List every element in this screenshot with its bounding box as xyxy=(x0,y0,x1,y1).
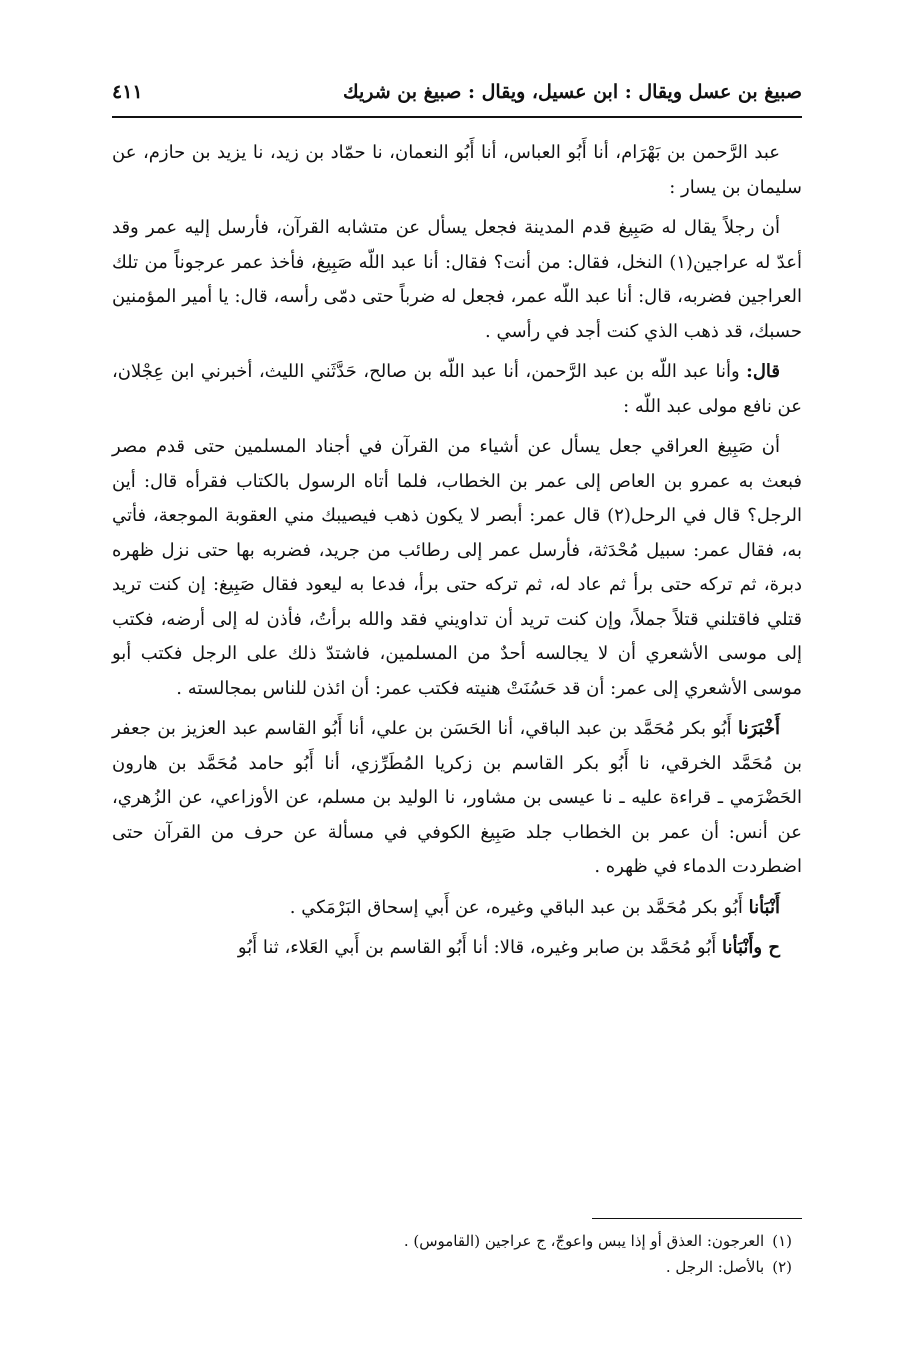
paragraph-text: أَبُو بكر مُحَمَّد بن عبد الباقي، أنا الحَسَن بن علي، أنا أَبُو القاسم عبد العزيز بن جعفر بن مُحَمَّد الخرقي، نا أَبُو بكر القاسم بن زكريا المُطَرِّزي، أنا أَبُو حامد مُحَمَّد بن هارون الحَضْرَمي ـ قراءة عليه ـ نا عيسى بن مشاور، نا الوليد بن مسلم، عن الأوزاعي، عن الزُهري، عن أنس: أن عمر بن الخطاب جلد صَبِيغ الكوفي في مسألة عن حرف من القرآن حتى اضطردت الدماء في ظهره . xyxy=(112,718,802,877)
running-header xyxy=(112,72,802,112)
footnote xyxy=(112,1228,802,1254)
page-number: ٤١١ xyxy=(112,81,143,103)
running-title: صبيغ بن عسل ويقال : ابن عسيل، ويقال : صبيغ بن شريك xyxy=(342,81,802,103)
paragraph-text: أَبُو مُحَمَّد بن صابر وغيره، قالا: أنا أَبُو القاسم بن أَبي العَلاء، ثنا أَبُو xyxy=(237,937,717,958)
paragraph xyxy=(112,355,802,424)
paragraph-lead: قال: xyxy=(746,361,780,382)
paragraph-text: عبد الرَّحمن بن بَهْرَام، أنا أَبُو العباس، أنا أَبُو النعمان، نا حمّاد بن زيد، نا يزيد بن حازم، عن سليمان بن يسار : xyxy=(112,142,802,198)
paragraph-text: أن رجلاً يقال له صَبِيغ قدم المدينة فجعل يسأل عن متشابه القرآن، فأرسل إليه عمر وقد أعدّ له عراجين(١) النخل، فقال: من أنت؟ فقال: أنا عبد اللّه صَبِيغ، فأخذ عمر عرجوناً من تلك العراجين فضربه، قال: أنا عبد اللّه عمر، فجعل له ضرباً حتى دمّى رأسه، قال: يا أمير المؤمنين حسبك، قد ذهب الذي كنت أجد في رأسي . xyxy=(112,217,802,342)
paragraph xyxy=(112,136,802,205)
paragraph xyxy=(112,931,802,966)
paragraph xyxy=(112,712,802,885)
main-text xyxy=(112,136,802,972)
header-rule xyxy=(112,116,802,118)
footnote-text: بالأصل: الرجل . xyxy=(665,1258,765,1276)
paragraph-text: أَبُو بكر مُحَمَّد بن عبد الباقي وغيره، عن أَبي إسحاق البَرْمَكي . xyxy=(289,896,743,918)
footnote-text: العرجون: العذق أو إذا يبس واعوجّ، ج عراجين (القاموس) . xyxy=(403,1232,765,1250)
paragraph xyxy=(112,211,802,349)
paragraph-text: وأنا عبد اللّه بن عبد الرَّحمن، أنا عبد اللّه بن صالح، حَدَّثَني الليث، أخبرني ابن عِجْلان، عن نافع مولى عبد اللّه : xyxy=(112,361,802,417)
footnote xyxy=(112,1254,802,1280)
paragraph-lead: أَنْبَأنا xyxy=(748,896,780,918)
footnotes xyxy=(112,1228,802,1280)
paragraph-lead: ح وأَنْبَأنا xyxy=(722,937,780,958)
paragraph xyxy=(112,430,802,706)
footnote-rule xyxy=(592,1218,802,1219)
paragraph xyxy=(112,891,802,926)
paragraph-lead: أَخْبَرَنا xyxy=(738,718,780,739)
footnote-number: (١) xyxy=(772,1232,792,1250)
paragraph-text: أن صَبِيغ العراقي جعل يسأل عن أشياء من القرآن في أجناد المسلمين حتى قدم مصر فبعث به عمرو بن العاص إلى عمر بن الخطاب، فلما أتاه الرسول بالكتاب فقرأه قال: أين الرجل؟ قال في الرحل(٢) قال عمر: أبصر لا يكون ذهب فيصيبك مني العقوبة الموجعة، فأتي به، فقال عمر: سبيل مُحْدَثة، فأرسل عمر إلى رطائب من جريد، فضربه بها حتى نزل ظهره دبرة، ثم تركه حتى برأ ثم عاد له، ثم تركه حتى برأ، فدعا به ليعود فقال صَبِيغ: إن كنت تريد قتلي فاقتلني قتلاً جملاً، وإن كنت تريد أن تداويني فقد والله برأتُ، فأذن له إلى أرضه، فكتب إلى موسى الأشعري أن لا يجالسه أحدٌ من المسلمين، فاشتدّ ذلك على الرجل فكتب أبو موسى الأشعري إلى عمر: أن قد حَسُنَتْ هنيته فكتب عمر: أن ائذن للناس بمجالسته . xyxy=(112,436,802,699)
footnote-number: (٢) xyxy=(772,1258,792,1276)
